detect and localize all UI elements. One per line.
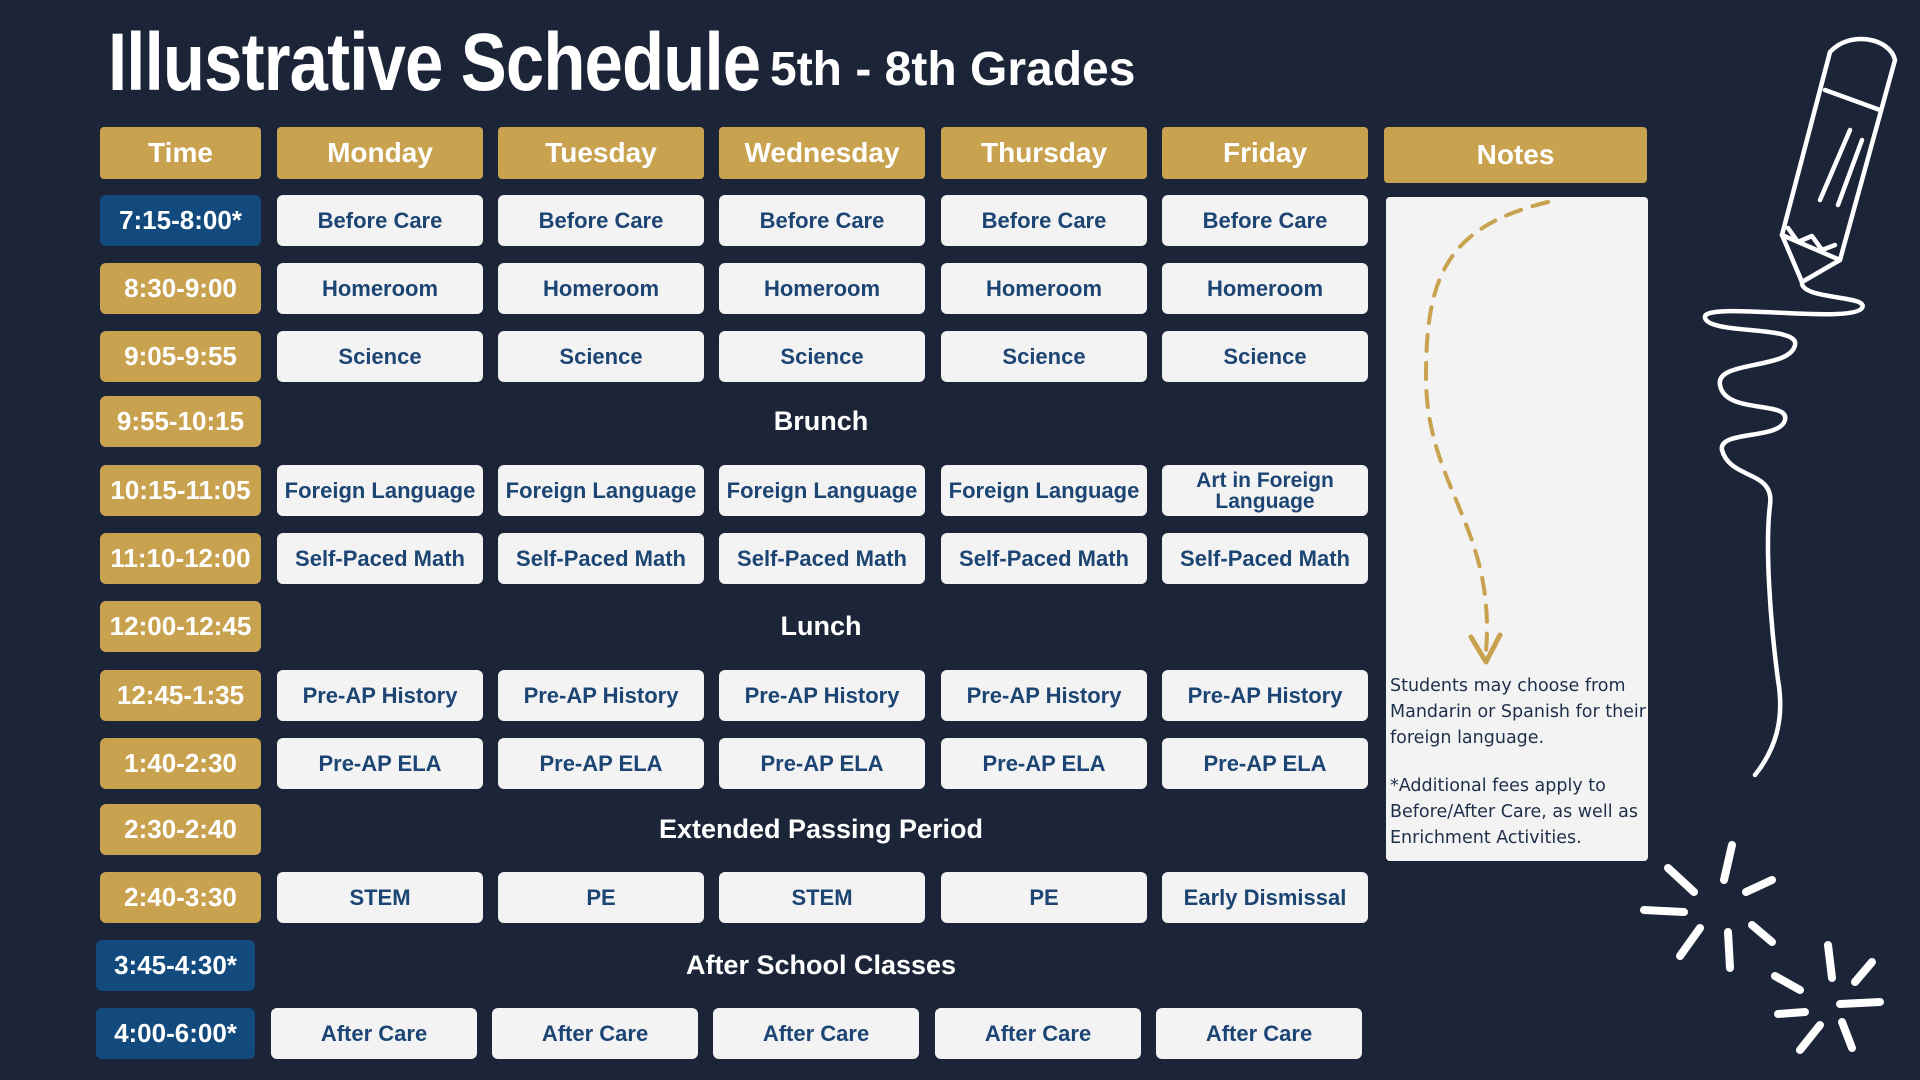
notes-panel (1386, 197, 1648, 861)
time-slot: 2:40-3:30 (100, 872, 261, 923)
schedule-cell: After Care (492, 1008, 698, 1059)
schedule-cell: Pre-AP ELA (941, 738, 1147, 789)
header-friday: Friday (1162, 127, 1368, 179)
span-period: Brunch (773, 406, 869, 436)
header-monday: Monday (277, 127, 483, 179)
schedule-cell: Pre-AP History (277, 670, 483, 721)
schedule-cell: Pre-AP ELA (719, 738, 925, 789)
time-slot: 7:15-8:00* (100, 195, 261, 246)
schedule-cell: Art in Foreign Language (1162, 465, 1368, 516)
span-period: After School Classes (685, 950, 957, 980)
schedule-cell: Self-Paced Math (498, 533, 704, 584)
schedule-cell: Foreign Language (719, 465, 925, 516)
time-slot: 10:15-11:05 (100, 465, 261, 516)
time-slot: 8:30-9:00 (100, 263, 261, 314)
notes-paragraph: Students may choose from Mandarin or Spanish for their foreign language. (1390, 676, 1646, 748)
notes-text (1390, 673, 1648, 873)
time-slot: 11:10-12:00 (100, 533, 261, 584)
schedule-cell: Before Care (1162, 195, 1368, 246)
schedule-cell: Science (719, 331, 925, 382)
header-tuesday: Tuesday (498, 127, 704, 179)
schedule-cell: Science (498, 331, 704, 382)
schedule-cell: Pre-AP ELA (498, 738, 704, 789)
schedule-cell: After Care (713, 1008, 919, 1059)
schedule-cell: Homeroom (719, 263, 925, 314)
schedule-cell: Pre-AP History (1162, 670, 1368, 721)
schedule-cell: After Care (271, 1008, 477, 1059)
notes-paragraph: *Additional fees apply to Before/After Care, as well as Enrichment Activities. (1390, 776, 1638, 848)
schedule-cell: Pre-AP History (498, 670, 704, 721)
schedule-cell: Self-Paced Math (1162, 533, 1368, 584)
schedule-cell: Before Care (277, 195, 483, 246)
schedule-cell: STEM (277, 872, 483, 923)
schedule-cell: After Care (1156, 1008, 1362, 1059)
schedule-cell: Self-Paced Math (277, 533, 483, 584)
schedule-cell: Science (277, 331, 483, 382)
schedule-cell: Before Care (941, 195, 1147, 246)
schedule-cell: Pre-AP History (719, 670, 925, 721)
schedule-cell: Pre-AP History (941, 670, 1147, 721)
time-slot: 12:45-1:35 (100, 670, 261, 721)
schedule-cell: STEM (719, 872, 925, 923)
schedule-cell: Homeroom (498, 263, 704, 314)
schedule-cell: After Care (935, 1008, 1141, 1059)
schedule-cell: Foreign Language (498, 465, 704, 516)
schedule-cell: Science (941, 331, 1147, 382)
schedule-cell: Homeroom (1162, 263, 1368, 314)
header-wednesday: Wednesday (719, 127, 925, 179)
span-period: Lunch (780, 611, 862, 641)
time-slot: 4:00-6:00* (96, 1008, 255, 1059)
schedule-cell: Homeroom (941, 263, 1147, 314)
time-slot: 3:45-4:30* (96, 940, 255, 991)
header-notes: Notes (1384, 127, 1647, 183)
schedule-cell: Homeroom (277, 263, 483, 314)
schedule-cell: Self-Paced Math (941, 533, 1147, 584)
schedule-cell: PE (498, 872, 704, 923)
time-slot: 9:55-10:15 (100, 396, 261, 447)
schedule-cell: Early Dismissal (1162, 872, 1368, 923)
time-slot: 2:30-2:40 (100, 804, 261, 855)
page-title: Illustrative Schedule (108, 17, 761, 108)
time-slot: 1:40-2:30 (100, 738, 261, 789)
schedule-cell: Foreign Language (941, 465, 1147, 516)
schedule-cell: Science (1162, 331, 1368, 382)
time-slot: 12:00-12:45 (100, 601, 261, 652)
schedule-cell: PE (941, 872, 1147, 923)
schedule-cell: Foreign Language (277, 465, 483, 516)
time-slot: 9:05-9:55 (100, 331, 261, 382)
schedule-cell: Before Care (498, 195, 704, 246)
page-subtitle: 5th - 8th Grades (770, 43, 1136, 96)
schedule-cell: Pre-AP ELA (277, 738, 483, 789)
schedule-cell: Pre-AP ELA (1162, 738, 1368, 789)
header-time: Time (100, 127, 261, 179)
span-period: Extended Passing Period (658, 814, 984, 844)
schedule-cell: Self-Paced Math (719, 533, 925, 584)
schedule-cell: Before Care (719, 195, 925, 246)
header-thursday: Thursday (941, 127, 1147, 179)
